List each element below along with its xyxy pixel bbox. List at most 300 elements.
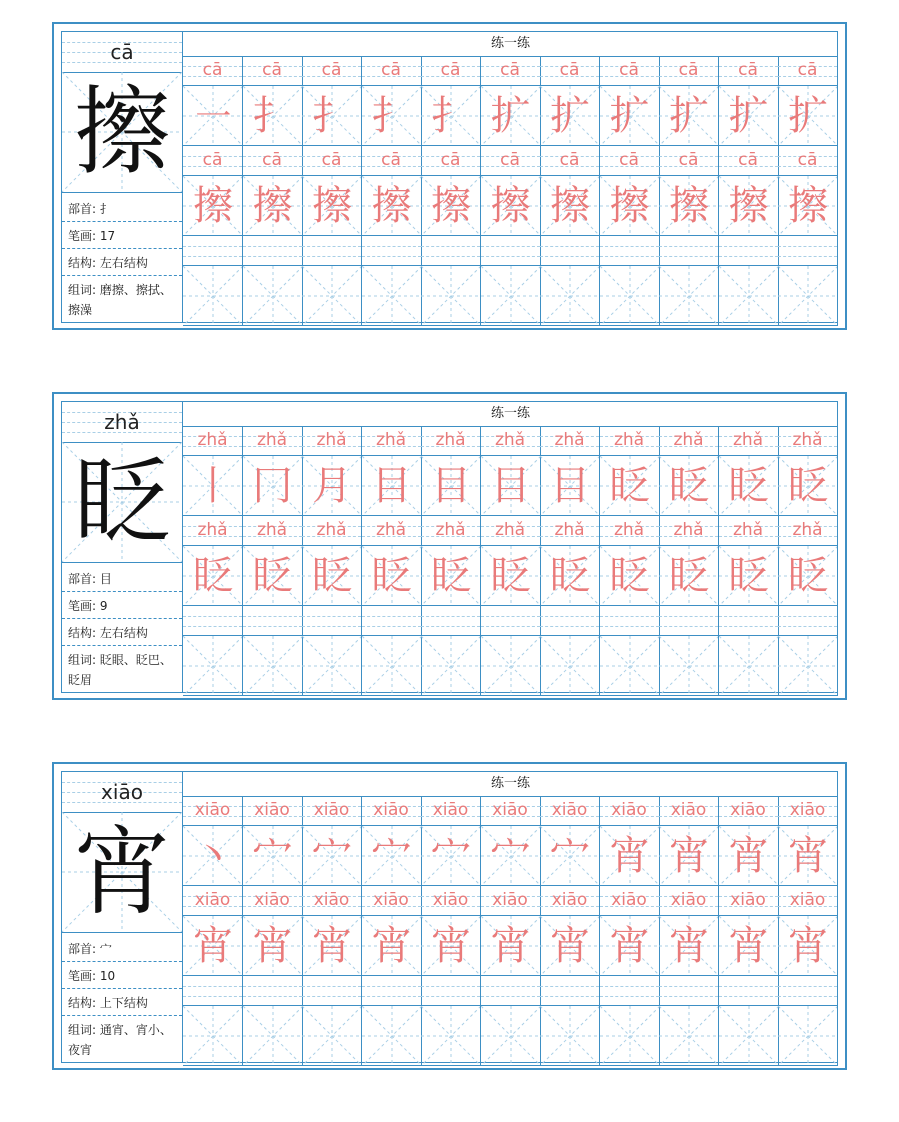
pinyin-practice-cell[interactable] (183, 606, 243, 636)
character-practice-cell[interactable] (600, 176, 660, 236)
pinyin-practice-cell[interactable] (421, 236, 481, 266)
practice-pinyin: xiāo (194, 800, 231, 820)
character-practice-cell[interactable] (778, 916, 838, 976)
character-practice-cell[interactable] (600, 826, 660, 886)
pinyin-practice-cell[interactable] (302, 606, 362, 636)
pinyin-practice-cell[interactable] (362, 796, 422, 826)
pinyin-practice-cell[interactable] (778, 796, 838, 826)
pinyin-guide-line (778, 626, 837, 627)
pinyin-practice-cell[interactable] (659, 236, 719, 266)
pinyin-guide-line (243, 986, 302, 987)
pinyin-practice-cell[interactable] (302, 796, 362, 826)
pinyin-guide-line (600, 996, 659, 997)
pinyin-practice-cell[interactable] (421, 976, 481, 1006)
pinyin-practice-cell[interactable] (481, 976, 541, 1006)
character-practice-cell[interactable] (302, 916, 362, 976)
word-examples: 组词: 通宵、宵小、夜宵 (68, 1023, 172, 1057)
practice-area (183, 772, 838, 1062)
character-practice-cell[interactable] (481, 86, 541, 146)
pinyin-practice-cell[interactable] (659, 56, 719, 86)
pinyin-practice-cell[interactable] (719, 516, 779, 546)
character-practice-cell[interactable] (600, 1006, 660, 1066)
pinyin-practice-cell[interactable] (481, 146, 541, 176)
character-practice-cell[interactable] (600, 636, 660, 696)
pinyin-practice-cell[interactable] (540, 606, 600, 636)
pinyin-practice-cell[interactable] (659, 796, 719, 826)
pinyin-practice-cell[interactable] (421, 426, 481, 456)
pinyin-guide-line (540, 246, 599, 247)
pinyin-practice-cell[interactable] (719, 976, 779, 1006)
trace-character: 擦 (312, 183, 352, 229)
pinyin-box (62, 772, 182, 813)
character-practice-cell[interactable] (659, 826, 719, 886)
pinyin-practice-cell[interactable] (183, 426, 243, 456)
character-practice-cell[interactable] (183, 176, 243, 236)
character-practice-cell[interactable] (183, 636, 243, 696)
character-practice-cell[interactable] (243, 266, 303, 326)
pinyin-practice-cell[interactable] (481, 796, 541, 826)
character-practice-cell[interactable] (362, 916, 422, 976)
pinyin-guide-line (778, 246, 837, 247)
structure-info: 结构: 左右结构 (62, 250, 182, 276)
character-practice-cell[interactable] (719, 1006, 779, 1066)
trace-character: 眨 (669, 553, 709, 599)
character-practice-cell[interactable] (659, 456, 719, 516)
character-practice-cell[interactable] (481, 1006, 541, 1066)
character-practice-cell[interactable] (778, 826, 838, 886)
pinyin-practice-cell[interactable] (719, 886, 779, 916)
practice-pinyin: cā (678, 60, 699, 80)
pinyin-guide-line (719, 616, 778, 617)
card-inner (61, 401, 838, 693)
stroke-order-step: 目 (490, 463, 531, 509)
practice-pinyin: xiāo (670, 890, 707, 910)
stroke-order-step: 月 (312, 463, 352, 509)
pinyin-practice-cell[interactable] (659, 606, 719, 636)
character-practice-cell[interactable] (243, 456, 303, 516)
pinyin-practice-cell[interactable] (600, 796, 660, 826)
pinyin-practice-cell[interactable] (600, 426, 660, 456)
character-practice-cell[interactable] (243, 86, 303, 146)
character-practice-cell[interactable] (302, 636, 362, 696)
trace-character: 眨 (431, 553, 471, 599)
pinyin-guide-line (302, 626, 361, 627)
practice-pinyin: cā (262, 150, 282, 170)
pinyin-guide-line (540, 996, 599, 997)
practice-pinyin: zhǎ (316, 430, 347, 450)
character-practice-cell[interactable] (540, 546, 600, 606)
trace-character: 擦 (371, 183, 412, 229)
practice-pinyin: zhǎ (197, 430, 228, 450)
character-practice-cell[interactable] (362, 456, 422, 516)
pinyin-practice-cell[interactable] (421, 56, 481, 86)
pinyin-guide-line (362, 996, 421, 997)
character-practice-cell[interactable] (719, 826, 779, 886)
pinyin-practice-cell[interactable] (540, 56, 600, 86)
character-practice-cell[interactable] (183, 266, 243, 326)
character-practice-cell[interactable] (183, 456, 243, 516)
character-practice-cell[interactable] (481, 176, 541, 236)
character-practice-cell[interactable] (183, 916, 243, 976)
character-practice-cell[interactable] (421, 1006, 481, 1066)
pinyin-guide-line (600, 246, 659, 247)
pinyin-guide-line (243, 626, 302, 627)
pinyin-practice-cell[interactable] (778, 976, 838, 1006)
character-practice-cell[interactable] (362, 826, 422, 886)
pinyin-practice-cell[interactable] (302, 426, 362, 456)
pinyin-practice-cell[interactable] (719, 796, 779, 826)
character-practice-cell[interactable] (481, 916, 541, 976)
practice-pinyin: zhǎ (732, 430, 764, 450)
practice-title: 练一练 (183, 772, 838, 797)
pinyin-guide-line (659, 986, 718, 987)
character-practice-cell[interactable] (362, 176, 422, 236)
pinyin-guide-line (659, 246, 718, 247)
character-practice-cell[interactable] (659, 176, 719, 236)
character-practice-cell[interactable] (719, 176, 779, 236)
pinyin-guide-line (183, 626, 242, 627)
character-practice-cell[interactable] (302, 456, 362, 516)
pinyin-practice-cell[interactable] (243, 976, 303, 1006)
stroke-order-step: 扩 (609, 93, 650, 139)
character-practice-cell[interactable] (302, 266, 362, 326)
character-practice-cell[interactable] (600, 546, 660, 606)
character-practice-cell[interactable] (302, 1006, 362, 1066)
practice-pinyin: xiāo (313, 890, 350, 910)
character-practice-cell[interactable] (183, 826, 243, 886)
pinyin-practice-cell[interactable] (421, 606, 481, 636)
pinyin-practice-cell[interactable] (302, 146, 362, 176)
pinyin-practice-cell[interactable] (719, 606, 779, 636)
practice-pinyin: xiāo (373, 890, 409, 910)
pinyin-practice-cell[interactable] (243, 796, 303, 826)
character-practice-cell[interactable] (778, 456, 838, 516)
trace-character: 宵 (669, 923, 709, 969)
pinyin-practice-cell[interactable] (481, 56, 541, 86)
pinyin-guide-line (243, 246, 302, 247)
practice-pinyin: cā (619, 60, 639, 80)
pinyin-guide-line (302, 256, 361, 257)
character-practice-cell[interactable] (362, 546, 422, 606)
stroke-order-step: 目 (431, 463, 471, 509)
character-practice-cell[interactable] (481, 546, 541, 606)
character-practice-cell[interactable] (659, 86, 719, 146)
pinyin-practice-cell[interactable] (778, 426, 838, 456)
character-practice-cell[interactable] (719, 636, 779, 696)
pinyin-practice-cell[interactable] (421, 796, 481, 826)
pinyin-practice-cell[interactable] (243, 146, 303, 176)
character-practice-cell[interactable] (719, 456, 779, 516)
pinyin-practice-cell[interactable] (183, 236, 243, 266)
stroke-order-step: 宀 (252, 833, 293, 879)
character-practice-cell[interactable] (243, 176, 303, 236)
pinyin-practice-cell[interactable] (421, 146, 481, 176)
character-practice-cell[interactable] (719, 86, 779, 146)
pinyin-guide-line (362, 626, 421, 627)
pinyin-practice-cell[interactable] (362, 976, 422, 1006)
stroke-order-step: 扌 (252, 93, 293, 139)
pinyin-practice-cell[interactable] (302, 886, 362, 916)
practice-pinyin: zhǎ (613, 520, 645, 540)
character-practice-cell[interactable] (600, 916, 660, 976)
pinyin-practice-cell[interactable] (481, 236, 541, 266)
character-practice-cell[interactable] (421, 456, 481, 516)
stroke-count-info: 笔画: 17 (62, 223, 182, 249)
pinyin-practice-cell[interactable] (659, 426, 719, 456)
character-practice-cell[interactable] (183, 1006, 243, 1066)
character-practice-cell[interactable] (659, 636, 719, 696)
trace-character: 宵 (193, 923, 233, 969)
pinyin-practice-cell[interactable] (778, 886, 838, 916)
character-practice-cell[interactable] (659, 266, 719, 326)
character-practice-cell[interactable] (243, 826, 303, 886)
stroke-order-step: 丨 (193, 463, 233, 509)
pinyin-practice-cell[interactable] (302, 56, 362, 86)
model-character: 眨 (74, 446, 170, 558)
character-practice-cell[interactable] (719, 266, 779, 326)
pinyin-practice-cell[interactable] (778, 146, 838, 176)
practice-pinyin: cā (262, 60, 282, 80)
pinyin-practice-cell[interactable] (481, 606, 541, 636)
character-practice-cell[interactable] (778, 636, 838, 696)
stroke-order-step: 扩 (728, 93, 769, 139)
pinyin-practice-cell[interactable] (362, 236, 422, 266)
character-practice-cell[interactable] (600, 456, 660, 516)
trace-character: 擦 (490, 183, 531, 229)
pinyin-guide-line (540, 256, 599, 257)
pinyin-practice-cell[interactable] (481, 426, 541, 456)
pinyin-practice-cell[interactable] (659, 886, 719, 916)
character-practice-cell[interactable] (540, 1006, 600, 1066)
pinyin-practice-cell[interactable] (362, 146, 422, 176)
stroke-order-step: 宀 (431, 833, 471, 879)
character-practice-cell[interactable] (600, 86, 660, 146)
trace-character: 眨 (312, 553, 352, 599)
practice-pinyin: zhǎ (673, 520, 704, 540)
practice-pinyin: xiāo (432, 890, 469, 910)
trace-character: 宵 (431, 923, 471, 969)
pinyin-practice-cell[interactable] (719, 146, 779, 176)
character-practice-cell[interactable] (421, 86, 481, 146)
pinyin-practice-cell[interactable] (778, 56, 838, 86)
pinyin-practice-cell[interactable] (362, 886, 422, 916)
pinyin-practice-cell[interactable] (302, 236, 362, 266)
pinyin-guide-line (362, 616, 421, 617)
pinyin-practice-cell[interactable] (540, 886, 600, 916)
pinyin-practice-cell[interactable] (243, 426, 303, 456)
pinyin-practice-cell[interactable] (243, 606, 303, 636)
character-practice-cell[interactable] (243, 1006, 303, 1066)
pinyin-practice-cell[interactable] (183, 976, 243, 1006)
pinyin-practice-cell[interactable] (600, 516, 660, 546)
pinyin-practice-cell[interactable] (421, 886, 481, 916)
practice-pinyin: zhǎ (375, 520, 407, 540)
character-practice-cell[interactable] (481, 456, 541, 516)
pinyin-guide-line (183, 986, 242, 987)
character-practice-cell[interactable] (421, 176, 481, 236)
structure-info: 结构: 上下结构 (62, 990, 182, 1016)
character-practice-cell[interactable] (362, 86, 422, 146)
stroke-order-step: 扩 (550, 93, 590, 139)
character-practice-cell[interactable] (778, 176, 838, 236)
practice-pinyin: zhǎ (375, 430, 407, 450)
pinyin-practice-cell[interactable] (183, 146, 243, 176)
pinyin-guide-line (302, 616, 361, 617)
character-practice-cell[interactable] (183, 86, 243, 146)
character-card (52, 392, 847, 700)
character-practice-cell[interactable] (362, 636, 422, 696)
practice-pinyin: cā (381, 150, 401, 170)
practice-pinyin: zhǎ (732, 520, 764, 540)
pinyin-practice-cell[interactable] (600, 236, 660, 266)
practice-pinyin: cā (559, 60, 580, 80)
pinyin-practice-cell[interactable] (600, 976, 660, 1006)
practice-pinyin: zhǎ (792, 430, 823, 450)
character-practice-cell[interactable] (481, 266, 541, 326)
pinyin-practice-cell[interactable] (243, 886, 303, 916)
practice-pinyin: cā (559, 150, 580, 170)
stroke-order-step: 宵 (788, 833, 828, 879)
practice-pinyin: xiāo (194, 890, 231, 910)
pinyin-practice-cell[interactable] (481, 516, 541, 546)
stroke-order-step: 眨 (609, 463, 650, 509)
pinyin-practice-cell[interactable] (659, 516, 719, 546)
pinyin-guide-line (481, 996, 540, 997)
character-practice-cell[interactable] (183, 546, 243, 606)
character-practice-cell[interactable] (481, 636, 541, 696)
pinyin-practice-cell[interactable] (540, 976, 600, 1006)
character-practice-cell[interactable] (540, 916, 600, 976)
character-practice-cell[interactable] (302, 176, 362, 236)
pinyin-practice-cell[interactable] (243, 56, 303, 86)
character-practice-cell[interactable] (421, 826, 481, 886)
character-practice-cell[interactable] (540, 636, 600, 696)
pinyin-guide-line (362, 246, 421, 247)
character-practice-cell[interactable] (302, 826, 362, 886)
character-practice-cell[interactable] (243, 546, 303, 606)
character-practice-cell[interactable] (421, 636, 481, 696)
trace-character: 擦 (431, 183, 471, 229)
pinyin-practice-cell[interactable] (362, 56, 422, 86)
pinyin-practice-cell[interactable] (778, 606, 838, 636)
character-practice-cell[interactable] (778, 266, 838, 326)
pinyin-guide-line (481, 256, 540, 257)
stroke-order-step: 宀 (550, 833, 590, 879)
pinyin-guide-line (481, 986, 540, 987)
pinyin-practice-cell[interactable] (778, 236, 838, 266)
structure-info: 结构: 左右结构 (62, 620, 182, 646)
character-practice-cell[interactable] (362, 266, 422, 326)
pinyin-practice-cell[interactable] (243, 516, 303, 546)
pinyin-practice-cell[interactable] (183, 516, 243, 546)
pinyin-practice-cell[interactable] (659, 146, 719, 176)
pinyin-practice-cell[interactable] (600, 146, 660, 176)
pinyin-practice-cell[interactable] (183, 796, 243, 826)
trace-character: 眨 (371, 553, 412, 599)
character-practice-cell[interactable] (362, 1006, 422, 1066)
pinyin-guide-line (421, 246, 480, 247)
pinyin-practice-cell[interactable] (540, 796, 600, 826)
character-practice-cell[interactable] (302, 86, 362, 146)
character-practice-cell[interactable] (243, 636, 303, 696)
practice-pinyin: zhǎ (435, 430, 466, 450)
pinyin-practice-cell[interactable] (421, 516, 481, 546)
pinyin-guide-line (719, 626, 778, 627)
model-character: 宵 (74, 816, 170, 928)
pinyin-practice-cell[interactable] (183, 56, 243, 86)
pinyin-practice-cell[interactable] (540, 146, 600, 176)
pinyin-guide-line (243, 996, 302, 997)
pinyin-practice-cell[interactable] (481, 886, 541, 916)
pinyin-practice-cell[interactable] (719, 426, 779, 456)
practice-pinyin: cā (381, 60, 401, 80)
stroke-order-step: 扌 (371, 93, 412, 139)
trace-character: 宵 (550, 923, 590, 969)
stroke-order-step: ㇐ (193, 93, 233, 139)
pinyin-practice-cell[interactable] (540, 426, 600, 456)
character-practice-cell[interactable] (600, 266, 660, 326)
pinyin-practice-cell[interactable] (302, 516, 362, 546)
pinyin-practice-cell[interactable] (659, 976, 719, 1006)
practice-pinyin: xiāo (492, 800, 528, 820)
character-practice-cell[interactable] (778, 546, 838, 606)
pinyin-guide-line (778, 986, 837, 987)
pinyin-practice-cell[interactable] (183, 886, 243, 916)
character-practice-cell[interactable] (540, 86, 600, 146)
pinyin-practice-cell[interactable] (600, 886, 660, 916)
stroke-order-step: 眨 (669, 463, 709, 509)
pinyin-practice-cell[interactable] (778, 516, 838, 546)
pinyin-practice-cell[interactable] (719, 56, 779, 86)
character-practice-cell[interactable] (421, 546, 481, 606)
pinyin-practice-cell[interactable] (302, 976, 362, 1006)
character-practice-cell[interactable] (540, 176, 600, 236)
character-practice-cell[interactable] (719, 546, 779, 606)
character-practice-cell[interactable] (659, 1006, 719, 1066)
character-practice-cell[interactable] (302, 546, 362, 606)
character-practice-cell[interactable] (719, 916, 779, 976)
character-practice-cell[interactable] (243, 916, 303, 976)
character-practice-cell[interactable] (421, 916, 481, 976)
trace-character: 眨 (788, 553, 828, 599)
practice-pinyin: cā (321, 60, 342, 80)
pinyin-practice-cell[interactable] (719, 236, 779, 266)
character-practice-cell[interactable] (540, 456, 600, 516)
pinyin-practice-cell[interactable] (540, 516, 600, 546)
pinyin-practice-cell[interactable] (362, 606, 422, 636)
pinyin-guide-line (719, 996, 778, 997)
practice-pinyin: zhǎ (316, 520, 347, 540)
stroke-order-step: 目 (550, 463, 590, 509)
character-practice-cell[interactable] (540, 266, 600, 326)
pinyin-practice-cell[interactable] (540, 236, 600, 266)
pinyin-practice-cell[interactable] (243, 236, 303, 266)
character-practice-cell[interactable] (659, 916, 719, 976)
pinyin-practice-cell[interactable] (362, 516, 422, 546)
pinyin-practice-cell[interactable] (600, 606, 660, 636)
pinyin-practice-cell[interactable] (362, 426, 422, 456)
character-practice-cell[interactable] (540, 826, 600, 886)
trace-character: 擦 (193, 183, 233, 229)
word-examples: 组词: 磨擦、擦拭、擦澡 (68, 283, 172, 317)
pinyin-practice-cell[interactable] (600, 56, 660, 86)
character-practice-cell[interactable] (659, 546, 719, 606)
character-practice-cell[interactable] (481, 826, 541, 886)
character-practice-cell[interactable] (778, 86, 838, 146)
character-practice-cell[interactable] (778, 1006, 838, 1066)
pinyin-guide-line (302, 986, 361, 987)
character-practice-cell[interactable] (421, 266, 481, 326)
